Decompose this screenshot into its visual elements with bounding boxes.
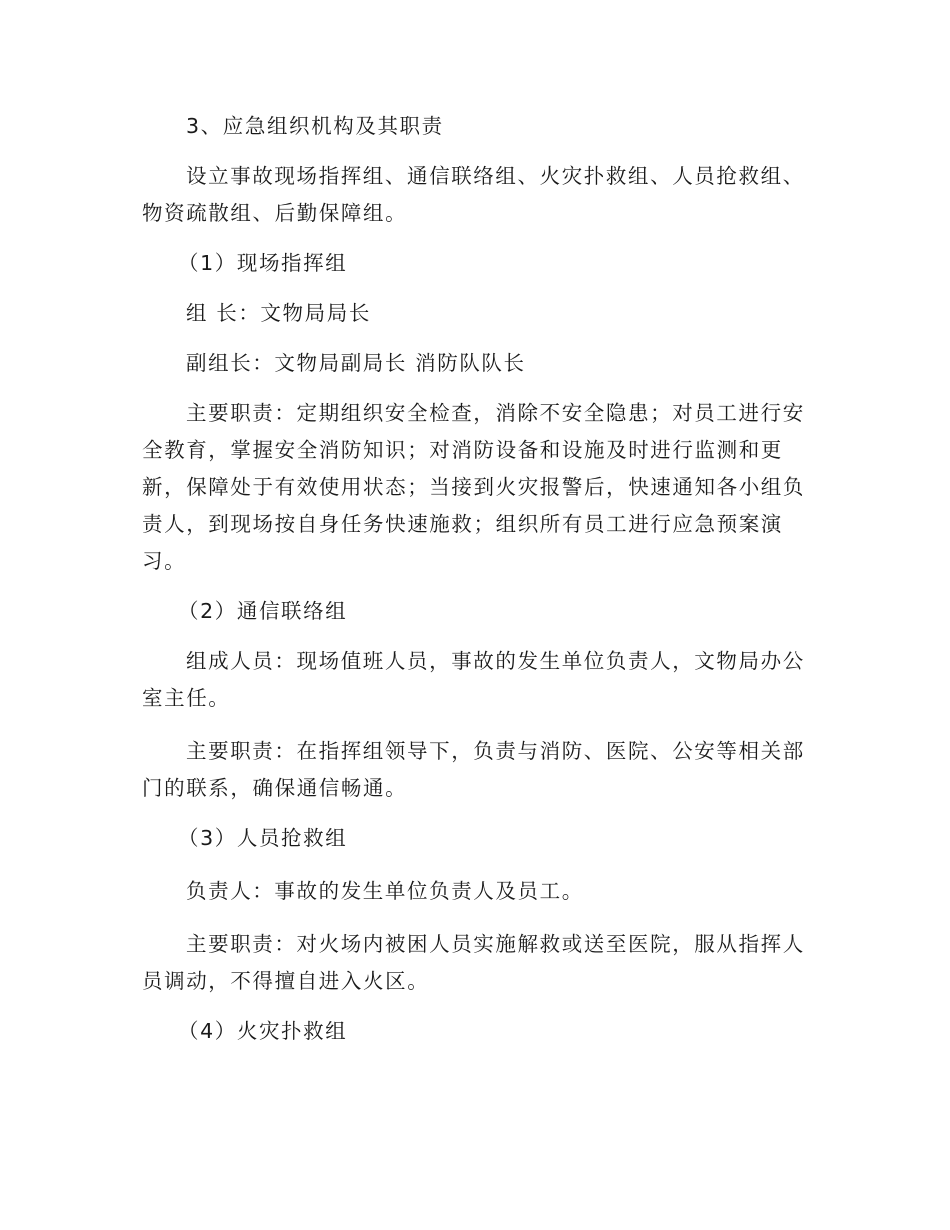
paragraph-overview: 设立事故现场指挥组、通信联络组、火灾扑救组、人员抢救组、物资疏散组、后勤保障组。 [142, 164, 805, 225]
section-heading: 3、应急组织机构及其职责 [186, 114, 444, 138]
subheading-rescue-group: （3）人员抢救组 [178, 826, 348, 850]
paragraph-command-duties: 主要职责：定期组织安全检查，消除不安全隐患；对员工进行安全教育，掌握安全消防知识；对消防设备和设施及时进行监测和更新，保障处于有效使用状态；当接到火灾报警后，快速通知各小组负责人，到现场按自身任务快速施救；组织所有员工进行应急预案演习。 [142, 401, 805, 573]
paragraph-communication-members: 组成人员：现场值班人员，事故的发生单位负责人，文物局办公室主任。 [142, 649, 805, 710]
paragraph-rescue-lead: 负责人：事故的发生单位负责人及员工。 [186, 879, 584, 903]
subheading-firefighting-group: （4）火灾扑救组 [178, 1019, 348, 1043]
document-body [142, 108, 806, 1050]
subheading-command-group: （1）现场指挥组 [178, 251, 348, 275]
subheading-communication-group: （2）通信联络组 [178, 599, 348, 623]
paragraph-communication-duties: 主要职责：在指挥组领导下，负责与消防、医院、公安等相关部门的联系，确保通信畅通。 [142, 739, 805, 800]
paragraph-group-leader: 组 长：文物局局长 [186, 301, 371, 325]
paragraph-rescue-duties: 主要职责：对火场内被困人员实施解救或送至医院，服从指挥人员调动，不得擅自进入火区。 [142, 932, 805, 993]
paragraph-deputy-leader: 副组长：文物局副局长 消防队队长 [186, 351, 526, 375]
